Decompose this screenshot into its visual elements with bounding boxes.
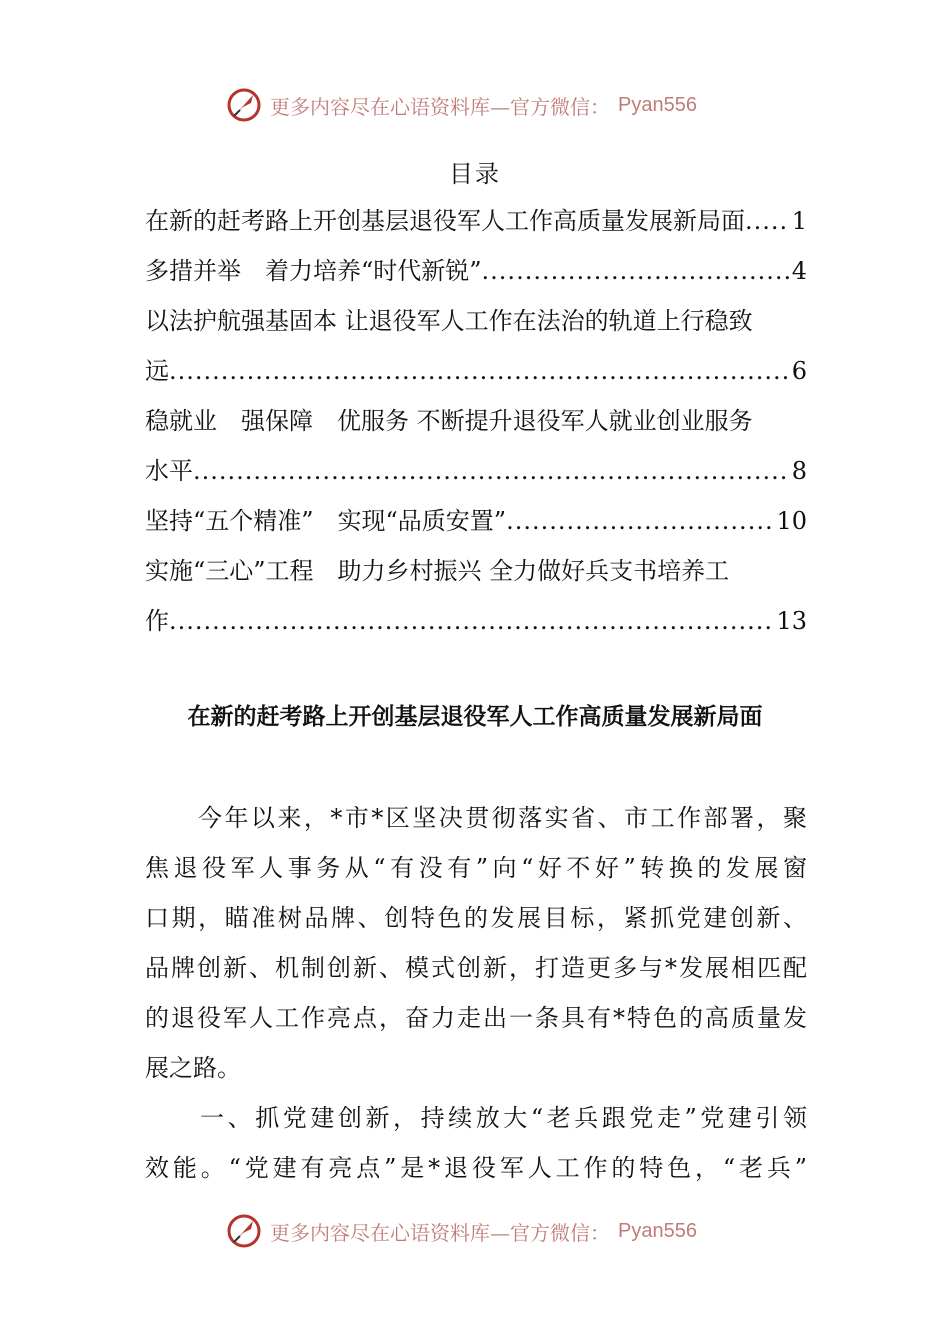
- toc-entry-title: 多措并举 着力培养“时代新锐”: [145, 257, 482, 285]
- toc-leader-dots: [745, 196, 790, 246]
- quill-pen-logo-icon: [226, 87, 262, 123]
- toc-entry-6[interactable]: [145, 546, 807, 596]
- watermark-wechat-id: Pyan556: [618, 1219, 697, 1242]
- body-line: 展之路。: [145, 1054, 241, 1082]
- toc-entry-3-continued[interactable]: [145, 346, 807, 396]
- toc-entry-title: 在新的赶考路上开创基层退役军人工作高质量发展新局面: [145, 207, 745, 235]
- toc-entry-1[interactable]: [145, 196, 807, 246]
- toc-leader-dots: [169, 346, 790, 396]
- toc-entry-4[interactable]: [145, 396, 807, 446]
- quill-pen-logo-icon: [226, 1213, 262, 1249]
- body-line: 口期，瞄准树品牌、创特色的发展目标，紧抓党建创新、: [145, 904, 807, 932]
- article-heading: 在新的赶考路上开创基层退役军人工作高质量发展新局面: [187, 704, 763, 730]
- toc-leader-dots: [169, 596, 774, 646]
- body-line: 一、抓党建创新，持续放大“老兵跟党走”党建引领: [145, 1104, 807, 1132]
- body-line: 今年以来，*市*区坚决贯彻落实省、市工作部署，聚: [145, 804, 807, 832]
- body-line: 效能。“党建有亮点”是*退役军人工作的特色，“老兵”: [145, 1154, 807, 1182]
- toc-entry-6-continued[interactable]: [145, 596, 807, 646]
- body-line: 焦退役军人事务从“有没有”向“好不好”转换的发展窗: [145, 854, 807, 882]
- article-body: [145, 793, 807, 1193]
- toc-leader-dots: [506, 496, 774, 546]
- watermark-wechat-id: Pyan556: [618, 93, 697, 116]
- toc-entry-title: 以法护航强基固本 让退役军人工作在法治的轨道上行稳致: [145, 307, 753, 335]
- toc-page-number: 6: [791, 357, 807, 385]
- toc-page-number: 4: [791, 257, 807, 285]
- toc-entry-4-continued[interactable]: [145, 446, 807, 496]
- toc-entry-title-continued: 作: [145, 607, 169, 635]
- toc-entry-2[interactable]: [145, 246, 807, 296]
- table-of-contents: [145, 196, 807, 646]
- watermark-text: 更多内容尽在心语资料库—官方微信：: [270, 1220, 610, 1245]
- toc-title: 目录: [449, 160, 501, 188]
- toc-entry-title: 稳就业 强保障 优服务 不断提升退役军人就业创业服务: [145, 407, 753, 435]
- toc-leader-dots: [482, 246, 790, 296]
- watermark-banner-top: [226, 85, 697, 125]
- toc-page-number: 1: [791, 207, 807, 235]
- toc-page-number: 13: [776, 607, 807, 635]
- toc-entry-title: 实施“三心”工程 助力乡村振兴 全力做好兵支书培养工: [145, 557, 730, 585]
- body-line: 的退役军人工作亮点，奋力走出一条具有*特色的高质量发: [145, 1004, 807, 1032]
- toc-page-number: 8: [791, 457, 807, 485]
- toc-entry-3[interactable]: [145, 296, 807, 346]
- toc-entry-5[interactable]: [145, 496, 807, 546]
- body-line: 品牌创新、机制创新、模式创新，打造更多与*发展相匹配: [145, 954, 807, 982]
- toc-page-number: 10: [776, 507, 807, 535]
- toc-entry-title: 坚持“五个精准” 实现“品质安置”: [145, 507, 507, 535]
- watermark-text: 更多内容尽在心语资料库—官方微信：: [270, 94, 610, 119]
- watermark-banner-bottom: [226, 1211, 697, 1251]
- toc-leader-dots: [193, 446, 790, 496]
- toc-entry-title-continued: 水平: [145, 457, 193, 485]
- toc-entry-title-continued: 远: [145, 357, 169, 385]
